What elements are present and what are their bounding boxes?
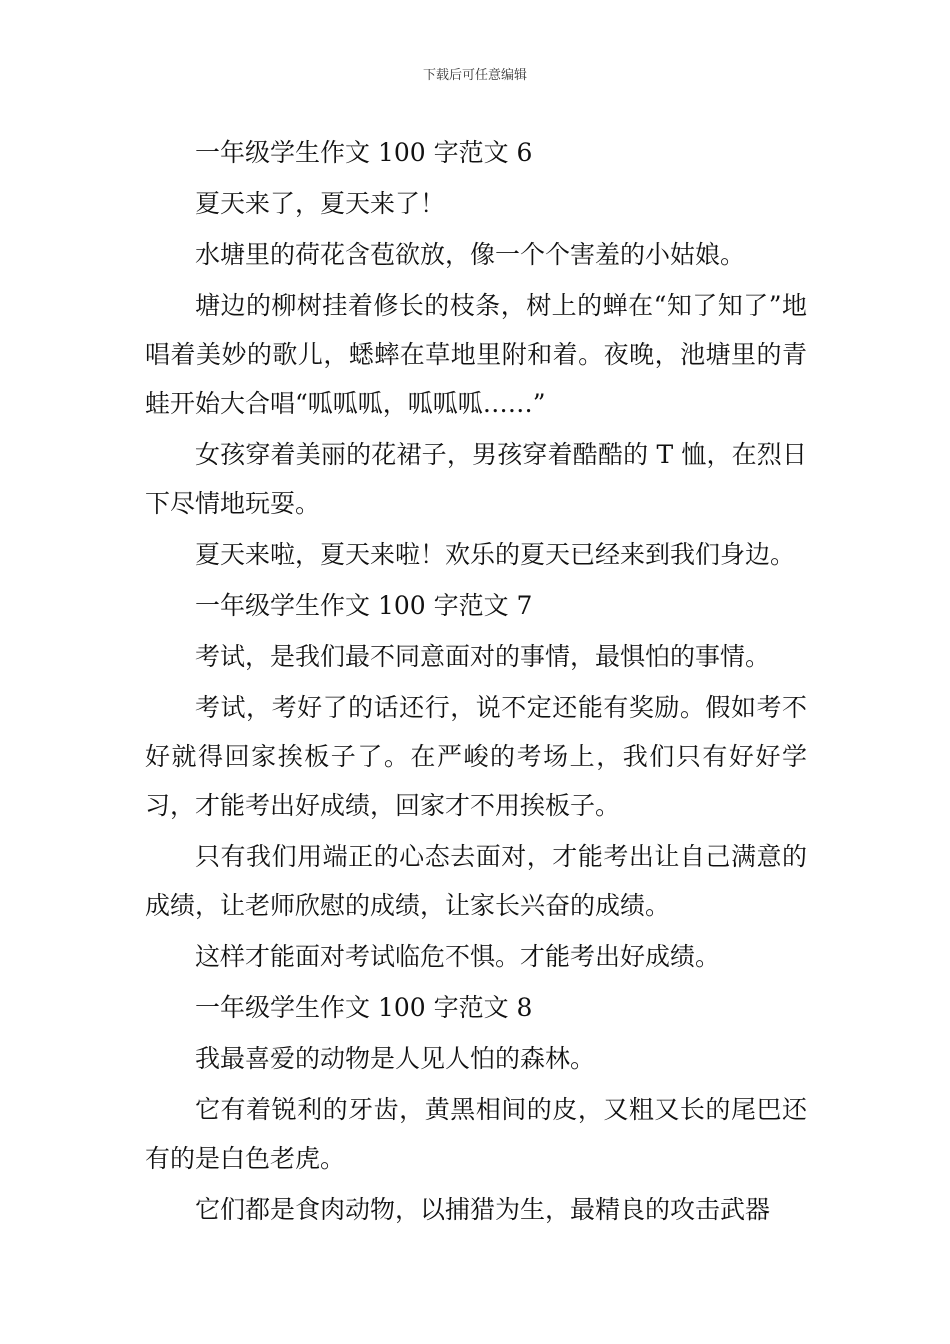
paragraph: 女孩穿着美丽的花裙子，男孩穿着酷酷的 T 恤，在烈日下尽情地玩耍。 <box>145 440 807 518</box>
paragraph: 只有我们用端正的心态去面对，才能考出让自己满意的成绩，让老师欣慰的成绩，让家长兴奋的成绩。 <box>145 842 807 920</box>
section-heading: 一年级学生作文 100 字范文 8 <box>195 993 533 1022</box>
paragraph: 它们都是食肉动物，以捕猎为生，最精良的攻击武器 <box>195 1195 771 1224</box>
paragraph: 塘边的柳树挂着修长的枝条，树上的蝉在“知了知了”地唱着美妙的歌儿，蟋蟀在草地里附和着。夜晚，池塘里的青蛙开始大合唱“呱呱呱，呱呱呱……” <box>145 291 807 418</box>
section-heading: 一年级学生作文 100 字范文 7 <box>195 591 533 620</box>
section-heading: 一年级学生作文 100 字范文 6 <box>195 138 533 167</box>
paragraph: 考试，是我们最不同意面对的事情，最惧怕的事情。 <box>195 642 771 671</box>
paragraph: 夏天来啦，夏天来啦！欢乐的夏天已经来到我们身边。 <box>195 540 796 569</box>
paragraph: 这样才能面对考试临危不惧。才能考出好成绩。 <box>195 942 721 971</box>
paragraph: 夏天来了，夏天来了！ <box>195 189 446 218</box>
paragraph: 它有着锐利的牙齿，黄黑相间的皮，又粗又长的尾巴还有的是白色老虎。 <box>145 1095 807 1173</box>
page-header: 下载后可任意编辑 <box>422 68 527 83</box>
paragraph: 水塘里的荷花含苞欲放，像一个个害羞的小姑娘。 <box>195 240 746 269</box>
paragraph: 考试，考好了的话还行，说不定还能有奖励。假如考不好就得回家挨板子了。在严峻的考场上，我们只有好好学习，才能考出好成绩，回家才不用挨板子。 <box>145 693 807 820</box>
paragraph: 我最喜爱的动物是人见人怕的森林。 <box>195 1044 596 1073</box>
document-body <box>145 128 807 1236</box>
